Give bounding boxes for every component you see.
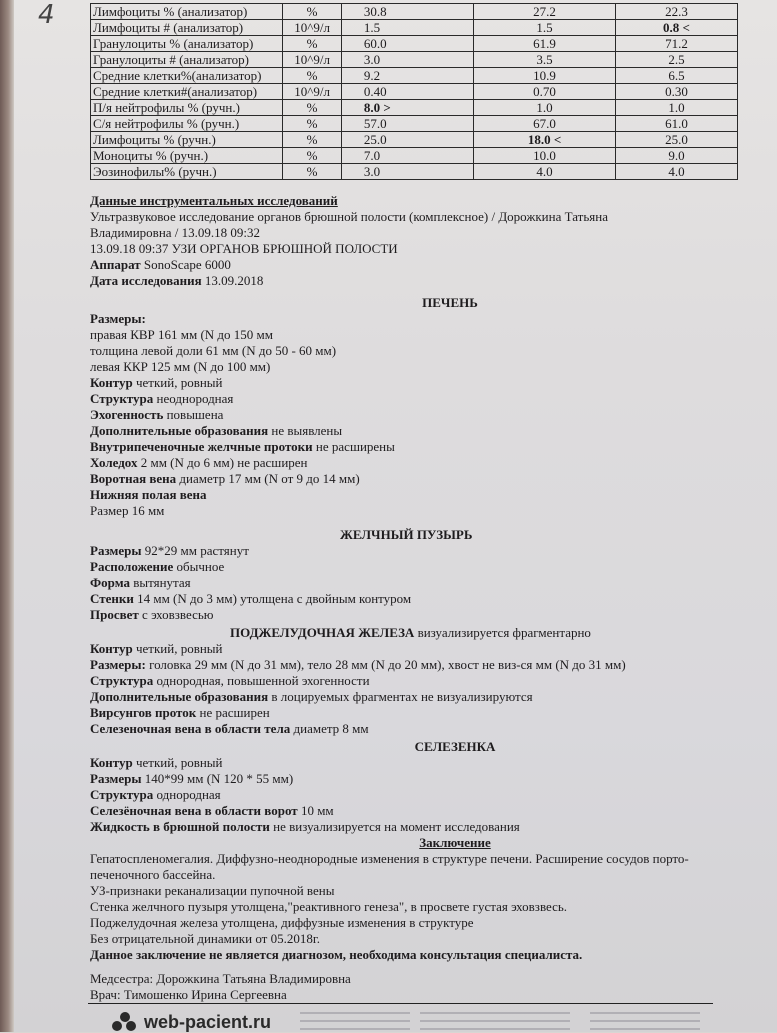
date-line [90,273,750,289]
gallbladder-item [90,607,750,623]
pancreas-item [90,657,750,673]
pancreas-item-label: Вирсунгов проток [90,705,197,720]
lab-cell-v2: 1.0 [474,100,616,116]
conclusion-title: Заключение [419,835,491,850]
liver-item [90,423,750,439]
lab-cell-v3: 6.5 [615,68,737,84]
liver-item-value: 2 мм (N до 6 мм) не расширен [140,455,308,470]
lab-cell-v1: 8.0 > [341,100,473,116]
liver-item-value: неоднородная [156,391,234,406]
lab-cell-unit: % [283,148,341,164]
lab-cell-name: Лимфоциты # (анализатор) [91,20,283,36]
spleen-item-value: не визуализируется на момент исследования [273,819,520,834]
liver-sizes-label: Размеры: [90,311,146,326]
liver-item [90,487,750,503]
gallbladder-item-value: 14 мм (N до 3 мм) утолщена с двойным контуром [137,591,412,606]
lab-cell-v3: 0.8 < [615,20,737,36]
lab-cell-v3: 9.0 [615,148,737,164]
conclusion-lines [90,851,750,947]
liver-title: ПЕЧЕНЬ [422,295,478,310]
spleen-items [90,755,750,835]
lab-cell-name: Гранулоциты % (анализатор) [91,36,283,52]
logo-text: web-pacient.ru [144,1011,272,1032]
lab-cell-unit: % [283,164,341,180]
lab-cell-v1: 9.2 [341,68,473,84]
liver-item-value: не расширены [315,439,395,454]
liver-size-1: правая КВР 161 мм (N до 150 мм [90,327,274,342]
liver-size-3: левая ККР 125 мм (N до 100 мм) [90,359,271,374]
pancreas-item-value: четкий, ровный [135,641,223,656]
conclusion-line: Без отрицательной динамики от 05.2018г. [90,931,320,946]
lab-cell-v1: 7.0 [341,148,473,164]
apparatus-line [90,257,750,273]
footer-divider [88,1003,713,1004]
apparatus-label: Аппарат [90,257,141,272]
spleen-title: СЕЛЕЗЕНКА [414,739,496,754]
lab-cell-name: С/я нейтрофилы % (ручн.) [91,116,283,132]
lab-cell-v1: 0.40 [341,84,473,100]
lab-row [91,52,738,68]
date-label: Дата исследования [90,273,202,288]
liver-item-value: не выявлены [271,423,343,438]
liver-item [90,375,750,391]
liver-item-label: Дополнительные образования [90,423,269,438]
pancreas-title: ПОДЖЕЛУДОЧНАЯ ЖЕЛЕЗА [230,625,415,640]
liver-item-label: Структура [90,391,154,406]
lab-cell-v3: 25.0 [615,132,737,148]
spleen-item-value: 10 мм [300,803,334,818]
lab-cell-v2: 10.9 [474,68,616,84]
lab-cell-name: Моноциты % (ручн.) [91,148,283,164]
lab-row [91,100,738,116]
lab-cell-v2: 4.0 [474,164,616,180]
liver-item-value: повышена [166,407,224,422]
pancreas-item-label: Размеры: [90,657,146,672]
liver-item [90,455,750,471]
pancreas-items [90,641,750,737]
lab-cell-v1: 1.5 [341,20,473,36]
lab-cell-unit: 10^9/л [283,52,341,68]
conclusion-line: Гепатоспленомегалия. Диффузно-неоднородные изменения в структуре печени. Расширение сосудов порто- [90,851,689,866]
gallbladder-item-label: Просвет [90,607,139,622]
report-body [90,193,750,1003]
gallbladder-item-label: Стенки [90,591,134,606]
lab-cell-v3: 4.0 [615,164,737,180]
gallbladder-item-label: Расположение [90,559,174,574]
lab-cell-unit: 10^9/л [283,20,341,36]
liver-item-value: четкий, ровный [135,375,223,390]
spleen-item-value: 140*99 мм (N 120 * 55 мм) [144,771,294,786]
pancreas-item-value: головка 29 мм (N до 31 мм), тело 28 мм (N до 20 мм), хвост не виз-ся мм (N до 31 мм) [149,657,626,672]
liver-item [90,391,750,407]
gallbladder-item-value: вытянутая [133,575,191,590]
handwritten-mark: 4 [38,0,55,30]
spleen-item [90,755,750,771]
lab-cell-v1: 25.0 [341,132,473,148]
lab-cell-v2: 10.0 [474,148,616,164]
lab-cell-unit: % [283,68,341,84]
spleen-item [90,819,750,835]
background-edge [0,0,14,1032]
pancreas-item [90,705,750,721]
pancreas-item-value: не расширен [199,705,270,720]
apparatus-value: SonoScape 6000 [143,257,231,272]
conclusion-line: Стенка желчного пузыря утолщена,"реактивного генеза", в просвете густая эховзвесь. [90,899,568,914]
lab-cell-v3: 1.0 [615,100,737,116]
lab-cell-v3: 2.5 [615,52,737,68]
liver-item-label: Эхогенность [90,407,164,422]
study-line-2: Владимировна / 13.09.18 09:32 [90,225,261,240]
pancreas-item [90,673,750,689]
conclusion-line: Поджелудочная железа утолщена, диффузные изменения в структуре [90,915,474,930]
lab-row [91,148,738,164]
liver-items [90,375,750,503]
liver-item-label: Внутрипеченочные желчные протоки [90,439,313,454]
lab-row [91,36,738,52]
ivc-size: Размер 16 мм [90,503,165,518]
pancreas-title-line [90,625,750,641]
lab-cell-unit: % [283,132,341,148]
spleen-item [90,803,750,819]
spleen-item [90,787,750,803]
lab-row [91,4,738,20]
study-line-3: 13.09.18 09:37 УЗИ ОРГАНОВ БРЮШНОЙ ПОЛОСТИ [90,241,398,256]
gallbladder-title: ЖЕЛЧНЫЙ ПУЗЫРЬ [340,527,473,542]
gallbladder-item-value: 92*29 мм растянут [144,543,249,558]
footer-logo [112,1012,271,1032]
pancreas-title-note: визуализируется фрагментарно [417,625,591,640]
spleen-item-label: Контур [90,755,133,770]
conclusion-line: УЗ-признаки реканализации пупочной вены [90,883,335,898]
lab-cell-name: Средние клетки#(анализатор) [91,84,283,100]
liver-item-value: диаметр 17 мм (N от 9 до 14 мм) [179,471,360,486]
lab-cell-v1: 3.0 [341,164,473,180]
gallbladder-item [90,575,750,591]
spleen-item [90,771,750,787]
lab-cell-unit: % [283,100,341,116]
lab-row [91,68,738,84]
lab-cell-v2: 61.9 [474,36,616,52]
lab-cell-unit: 10^9/л [283,84,341,100]
lab-cell-unit: % [283,36,341,52]
lab-cell-v2: 0.70 [474,84,616,100]
pancreas-item-value: диаметр 8 мм [293,721,369,736]
conclusion-line: печеночного бассейна. [90,867,216,882]
lab-cell-name: Лимфоциты % (ручн.) [91,132,283,148]
instrumental-heading: Данные инструментальных исследований [90,193,338,208]
footer-fine-print [300,1012,410,1032]
gallbladder-item [90,591,750,607]
lab-cell-v3: 71.2 [615,36,737,52]
gallbladder-item-value: с эховзвесью [142,607,214,622]
lab-cell-v2: 67.0 [474,116,616,132]
liver-item-label: Холедох [90,455,138,470]
liver-item-label: Нижняя полая вена [90,487,207,502]
gallbladder-item-value: обычное [176,559,225,574]
lab-cell-name: Гранулоциты # (анализатор) [91,52,283,68]
lab-cell-v3: 22.3 [615,4,737,20]
pancreas-item [90,689,750,705]
lab-cell-v1: 3.0 [341,52,473,68]
lab-cell-v1: 30.8 [341,4,473,20]
lab-cell-v2: 18.0 < [474,132,616,148]
lab-row [91,84,738,100]
lab-cell-unit: % [283,4,341,20]
gallbladder-item [90,559,750,575]
study-line-1: Ультразвуковое исследование органов брюшной полости (комплексное) / Дорожкина Татьяна [90,209,608,224]
pancreas-item-label: Селезеночная вена в области тела [90,721,291,736]
lab-cell-name: Эозинофилы% (ручн.) [91,164,283,180]
lab-cell-v1: 57.0 [341,116,473,132]
lab-cell-v2: 27.2 [474,4,616,20]
lab-row [91,164,738,180]
lab-cell-v3: 0.30 [615,84,737,100]
lab-row [91,132,738,148]
lab-cell-v3: 61.0 [615,116,737,132]
spleen-item-label: Размеры [90,771,142,786]
pancreas-item-label: Дополнительные образования [90,689,269,704]
gallbladder-items [90,543,750,623]
pancreas-item-value: в лоцируемых фрагментах не визуализируются [271,689,533,704]
spleen-item-label: Селезёночная вена в области ворот [90,803,298,818]
disclaimer: Данное заключение не является диагнозом, необходима консультация специалиста. [90,947,583,962]
liver-item [90,471,750,487]
gallbladder-item [90,543,750,559]
lab-cell-v2: 1.5 [474,20,616,36]
liver-size-2: толщина левой доли 61 мм (N до 50 - 60 мм) [90,343,337,358]
gallbladder-item-label: Форма [90,575,130,590]
liver-item [90,439,750,455]
lab-cell-name: П/я нейтрофилы % (ручн.) [91,100,283,116]
pancreas-item-label: Контур [90,641,133,656]
pancreas-item-label: Структура [90,673,154,688]
pancreas-item [90,721,750,737]
lab-row [91,116,738,132]
spleen-item-label: Структура [90,787,154,802]
date-value: 13.09.2018 [204,273,264,288]
spleen-item-value: четкий, ровный [135,755,223,770]
liver-item-label: Контур [90,375,133,390]
footer-fine-print [590,1012,700,1032]
pancreas-item-value: однородная, повышенной эхогенности [156,673,370,688]
pancreas-item [90,641,750,657]
spleen-item-label: Жидкость в брюшной полости [90,819,270,834]
nurse-signature: Медсестра: Дорожкина Татьяна Владимировна [90,971,351,986]
liver-item [90,407,750,423]
lab-cell-unit: % [283,116,341,132]
people-logo-icon [112,1012,138,1032]
lab-cell-name: Средние клетки%(анализатор) [91,68,283,84]
doctor-signature: Врач: Тимошенко Ирина Сергеевна [90,987,287,1002]
lab-results-table [90,3,738,180]
lab-row [91,20,738,36]
lab-cell-name: Лимфоциты % (анализатор) [91,4,283,20]
spleen-item-value: однородная [156,787,221,802]
liver-item-label: Воротная вена [90,471,177,486]
gallbladder-item-label: Размеры [90,543,142,558]
lab-cell-v1: 60.0 [341,36,473,52]
footer-fine-print [420,1012,570,1032]
lab-cell-v2: 3.5 [474,52,616,68]
